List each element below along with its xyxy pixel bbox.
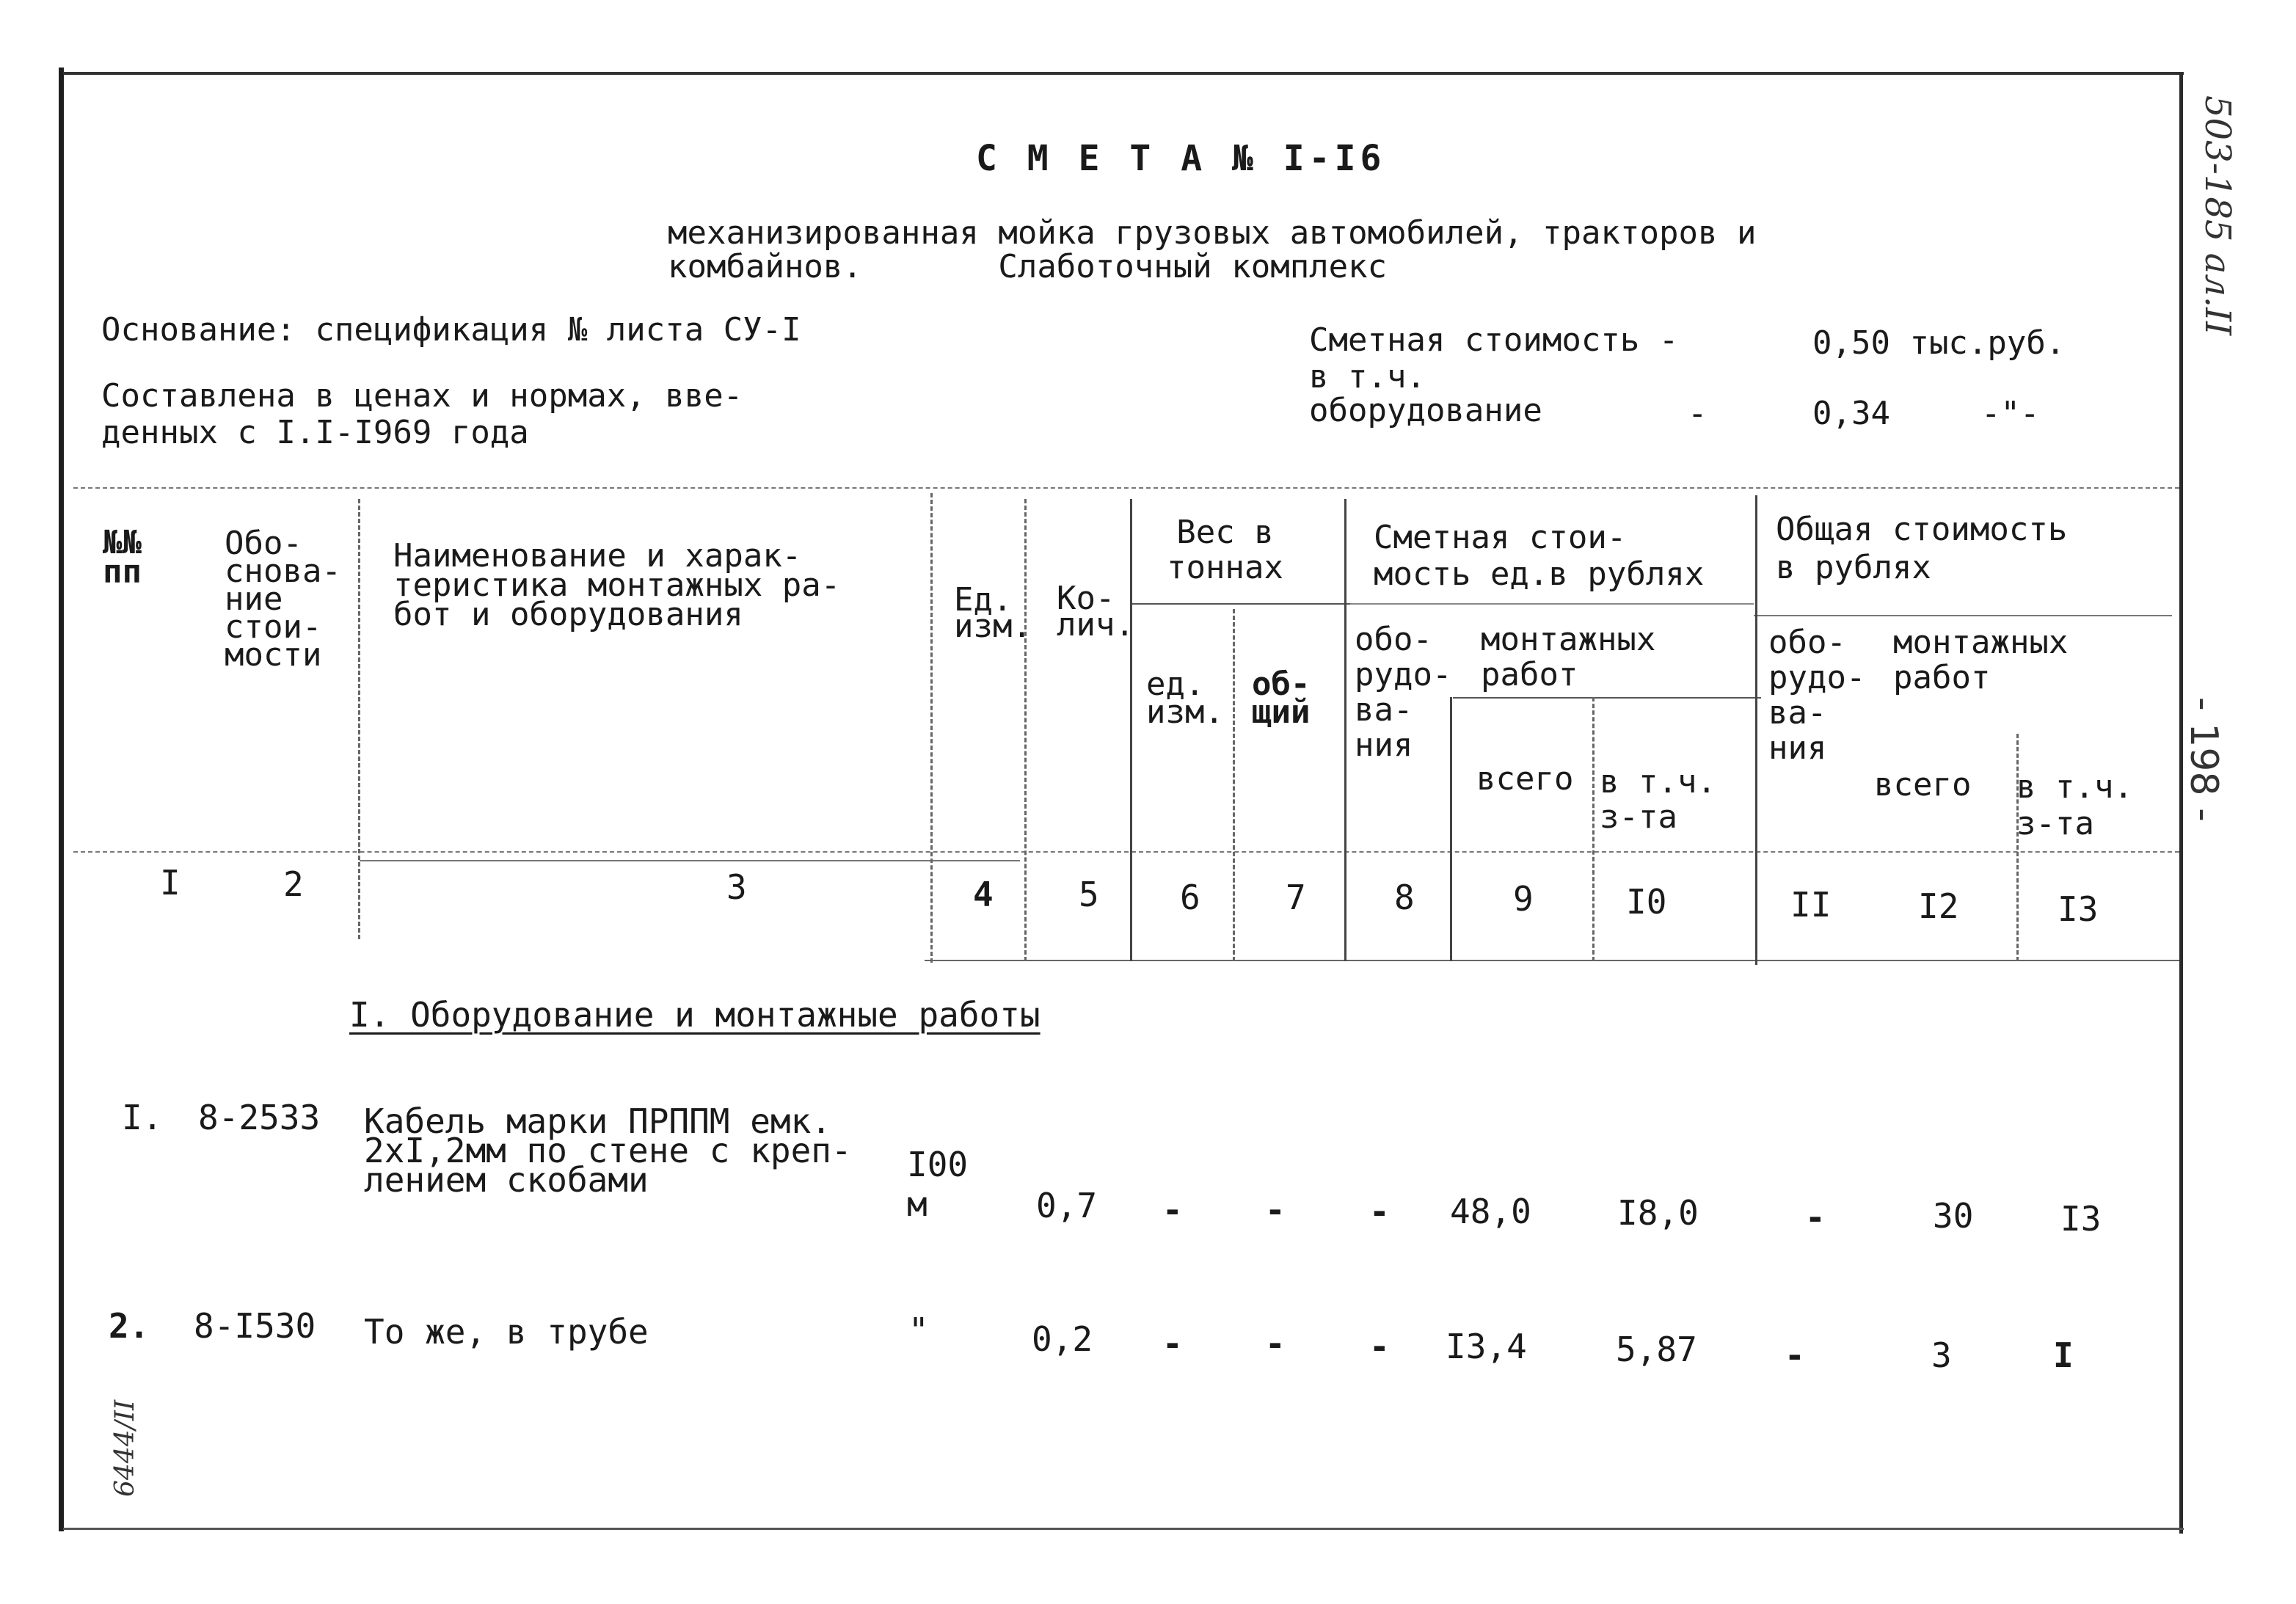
equipment-value: 0,34 xyxy=(1812,395,1890,432)
row-code: 8-2533 xyxy=(198,1098,321,1137)
col-number: II xyxy=(1790,885,1832,925)
header-col-5: Ко- лич. xyxy=(1057,580,1134,644)
cost-label: Сметная стоимость - xyxy=(1309,321,1679,359)
col-number: I3 xyxy=(2058,889,2099,929)
row-weight-unit: - xyxy=(1162,1324,1183,1363)
doc-prices-note: Составлена в ценах и нормах, вве- денных с I.I-I969 года xyxy=(101,377,743,451)
row-name: Кабель марки ПРППМ емк. 2хI,2мм по стене с креп- лением скобами xyxy=(364,1101,852,1200)
row-cost-total: 48,0 xyxy=(1450,1192,1531,1231)
doc-subtitle-line1: механизированная мойка грузовых автомобилей, тракторов и xyxy=(668,214,1757,252)
row-total-all: 3 xyxy=(1931,1335,1952,1375)
doc-subtitle-line2: комбайнов. Слаботочный комплекс xyxy=(668,248,1388,285)
frame-left-border xyxy=(59,68,64,1531)
header-weight-group: Вес в тоннах xyxy=(1167,514,1283,586)
header-col-13: в т.ч. з-та xyxy=(2016,768,2133,842)
row-weight-unit: - xyxy=(1162,1190,1183,1230)
row-cost-wage: 5,87 xyxy=(1616,1330,1697,1369)
row-total-equipment: - xyxy=(1805,1197,1826,1237)
header-col-4: Ед. изм. xyxy=(954,581,1032,645)
col-number: 8 xyxy=(1394,878,1415,917)
col-number: 7 xyxy=(1286,878,1306,917)
header-col-8: обо- рудо- ва- ния xyxy=(1355,621,1452,764)
row-code: 8-I530 xyxy=(194,1306,316,1346)
row-weight-total: - xyxy=(1265,1190,1286,1230)
frame-top-border xyxy=(63,72,2184,75)
frame-bottom-border xyxy=(63,1528,2184,1530)
header-mont-group-1: монтажных работ xyxy=(1481,621,1656,693)
col-number: I0 xyxy=(1626,882,1667,922)
equipment-label: оборудование xyxy=(1309,392,1542,429)
doc-basis: Основание: спецификация № листа СУ-I xyxy=(101,311,801,349)
col-number: 6 xyxy=(1180,878,1200,917)
side-note-page-number: - 198 - xyxy=(2182,697,2226,822)
header-col-6: ед. изм. xyxy=(1146,666,1224,731)
equipment-unit: -"- xyxy=(1981,395,2040,432)
row-number: I. xyxy=(122,1098,163,1137)
row-cost-equipment: - xyxy=(1369,1327,1390,1366)
row-total-wage: I3 xyxy=(2060,1199,2102,1239)
header-col-2: Обо- снова- ние стои- мости xyxy=(225,525,341,674)
row-number: 2. xyxy=(109,1306,150,1346)
header-unit-cost-group: Сметная стои- мость ед.в рублях xyxy=(1374,519,1705,593)
col-number: 9 xyxy=(1513,879,1534,919)
col-number: 4 xyxy=(973,875,994,914)
col-number: I xyxy=(160,863,181,903)
col-number: 5 xyxy=(1079,875,1099,914)
col-number: 3 xyxy=(726,867,747,907)
row-weight-total: - xyxy=(1265,1324,1286,1363)
side-note-top-right: 503-185 ал.II xyxy=(2197,95,2238,336)
row-cost-total: I3,4 xyxy=(1446,1327,1527,1366)
row-total-all: 30 xyxy=(1933,1196,1974,1236)
row-name: То же, в трубе xyxy=(364,1312,649,1352)
col-number: 2 xyxy=(283,864,304,904)
section-title: I. Оборудование и монтажные работы xyxy=(349,995,1041,1035)
row-cost-equipment: - xyxy=(1369,1192,1390,1231)
header-col-9: всего xyxy=(1476,760,1574,798)
row-unit: " xyxy=(908,1310,929,1350)
incl-label: в т.ч. xyxy=(1309,358,1426,395)
doc-title: С М Е Т А № I-I6 xyxy=(976,138,1386,179)
header-total-group: Общая стоимость в рублях xyxy=(1776,511,2068,586)
row-unit: I00 м xyxy=(907,1145,969,1224)
header-col-3: Наименование и харак- теристика монтажных ра- бот и оборудования xyxy=(393,537,841,633)
row-cost-wage: I8,0 xyxy=(1617,1193,1699,1233)
cost-value: 0,50 тыс.руб. xyxy=(1812,324,2066,362)
header-col-1: №№ пп xyxy=(103,524,142,591)
header-col-7: об- щий xyxy=(1252,666,1311,731)
row-total-equipment: - xyxy=(1785,1335,1805,1375)
equipment-dash: - xyxy=(1688,395,1708,432)
header-mont-group-2: монтажных работ xyxy=(1893,624,2069,696)
header-col-10: в т.ч. з-та xyxy=(1600,763,1716,836)
col-number: I2 xyxy=(1918,886,1959,926)
row-qty: 0,2 xyxy=(1032,1319,1093,1359)
header-col-12: всего xyxy=(1874,766,1972,803)
side-note-bottom-left: 6444/II xyxy=(110,1399,140,1497)
row-qty: 0,7 xyxy=(1036,1186,1098,1225)
row-total-wage: I xyxy=(2053,1335,2074,1375)
header-col-11: обо- рудо- ва- ния xyxy=(1768,624,1866,767)
